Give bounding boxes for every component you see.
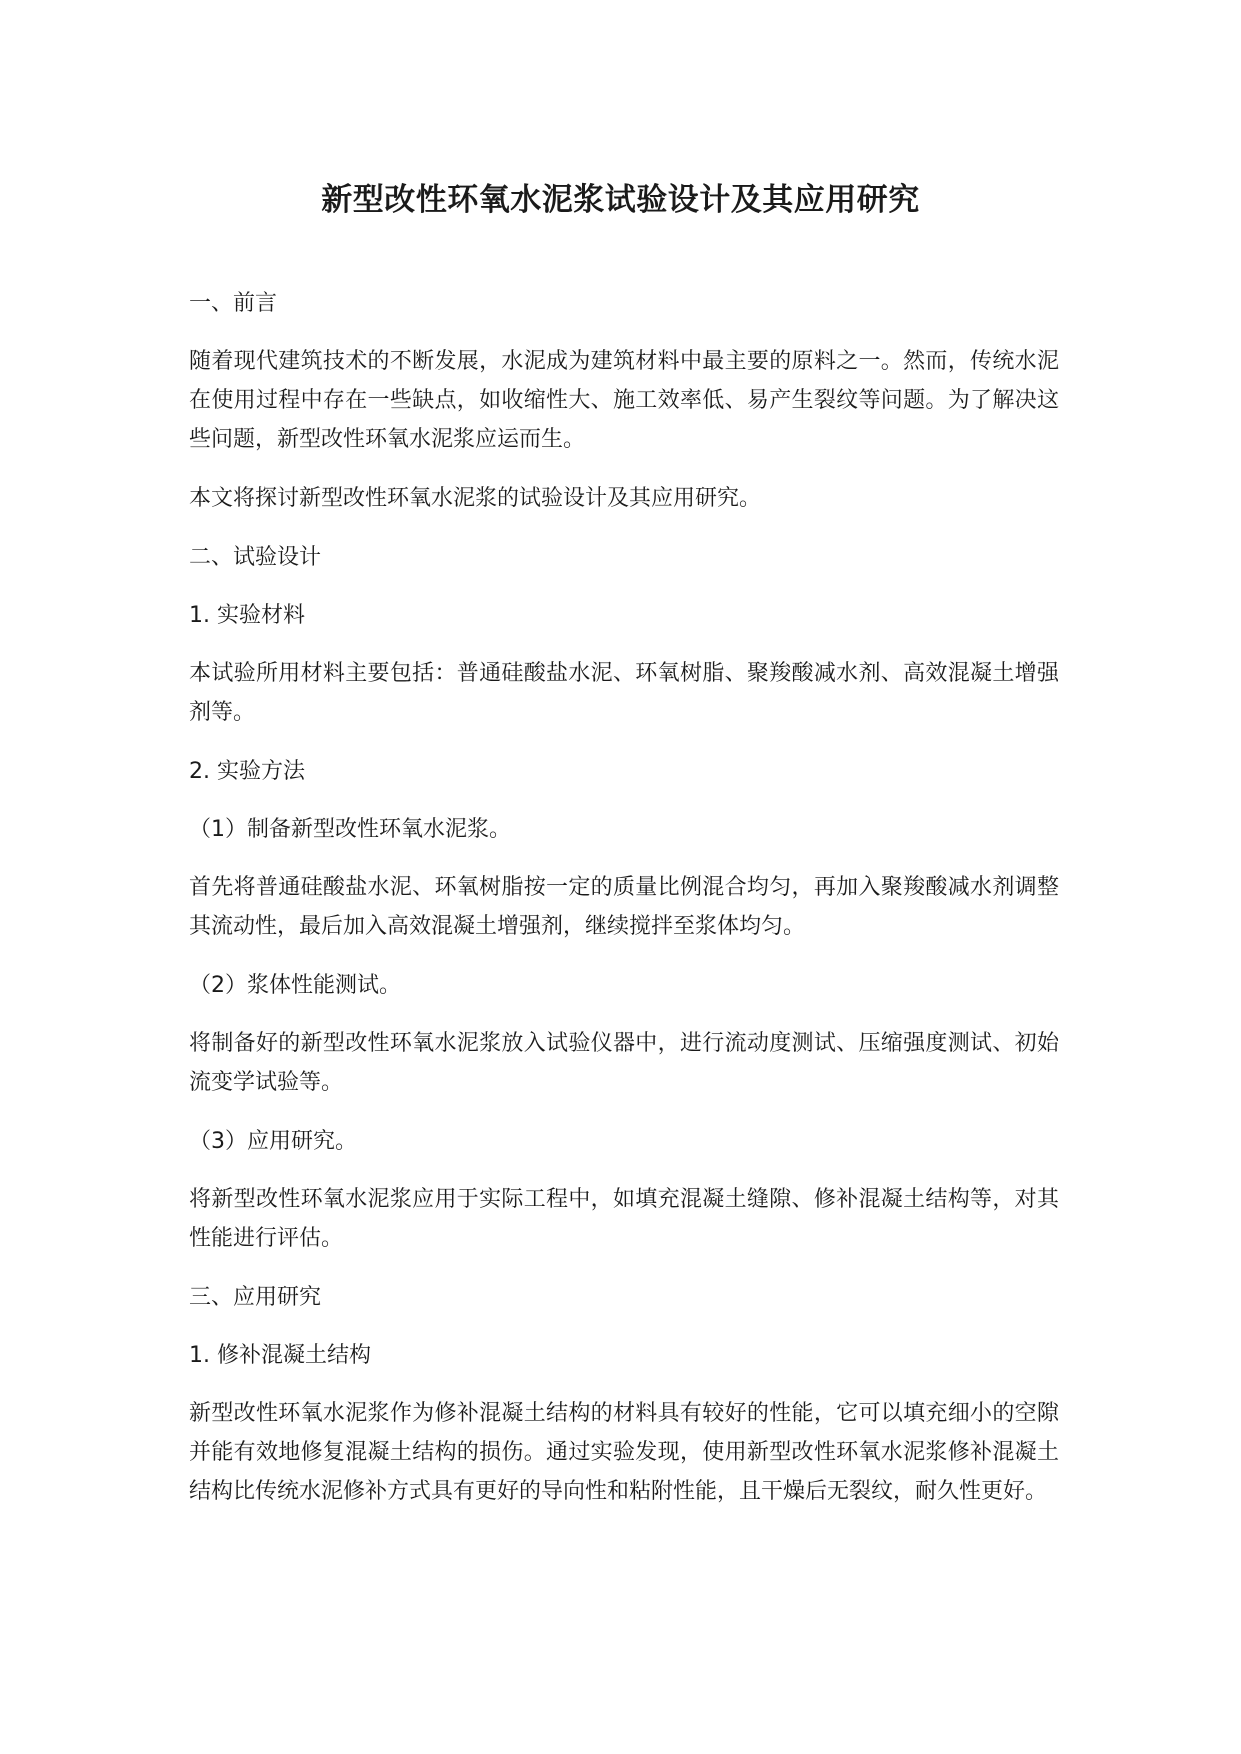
paragraph: 将新型改性环氧水泥浆应用于实际工程中，如填充混凝土缝隙、修补混凝土结构等，对其性能进行评估。 [189, 1187, 1059, 1251]
paragraph: 新型改性环氧水泥浆作为修补混凝土结构的材料具有较好的性能，它可以填充细小的空隙并能有效地修复混凝土结构的损伤。通过实验发现，使用新型改性环氧水泥浆修补混凝土结构比传统水泥修补方式具有更好的导向性和粘附性能，且干燥后无裂纹，耐久性更好。 [189, 1401, 1059, 1504]
step-heading-application: （3）应用研究。 [189, 1129, 357, 1154]
step-heading-testing: （2）浆体性能测试。 [189, 973, 401, 998]
paragraph: 首先将普通硅酸盐水泥、环氧树脂按一定的质量比例混合均匀，再加入聚羧酸减水剂调整其流动性，最后加入高效混凝土增强剂，继续搅拌至浆体均匀。 [189, 875, 1059, 939]
section-heading-preface: 一、前言 [189, 291, 278, 316]
section-heading-test-design: 二、试验设计 [189, 545, 322, 570]
paragraph: 将制备好的新型改性环氧水泥浆放入试验仪器中，进行流动度测试、压缩强度测试、初始流变学试验等。 [189, 1031, 1059, 1095]
document-title: 新型改性环氧水泥浆试验设计及其应用研究 [321, 182, 920, 218]
paragraph: 本文将探讨新型改性环氧水泥浆的试验设计及其应用研究。 [189, 486, 762, 511]
subheading-methods: 2. 实验方法 [189, 759, 305, 784]
step-heading-preparation: （1）制备新型改性环氧水泥浆。 [189, 817, 511, 842]
subheading-repair: 1. 修补混凝土结构 [189, 1343, 371, 1368]
paragraph: 本试验所用材料主要包括：普通硅酸盐水泥、环氧树脂、聚羧酸减水剂、高效混凝土增强剂等。 [189, 661, 1059, 725]
subheading-materials: 1. 实验材料 [189, 603, 305, 628]
paragraph: 随着现代建筑技术的不断发展，水泥成为建筑材料中最主要的原料之一。然而，传统水泥在使用过程中存在一些缺点，如收缩性大、施工效率低、易产生裂纹等问题。为了解决这些问题，新型改性环氧水泥浆应运而生。 [189, 349, 1059, 452]
document-body [189, 284, 1059, 1531]
section-heading-application-research: 三、应用研究 [189, 1285, 322, 1310]
